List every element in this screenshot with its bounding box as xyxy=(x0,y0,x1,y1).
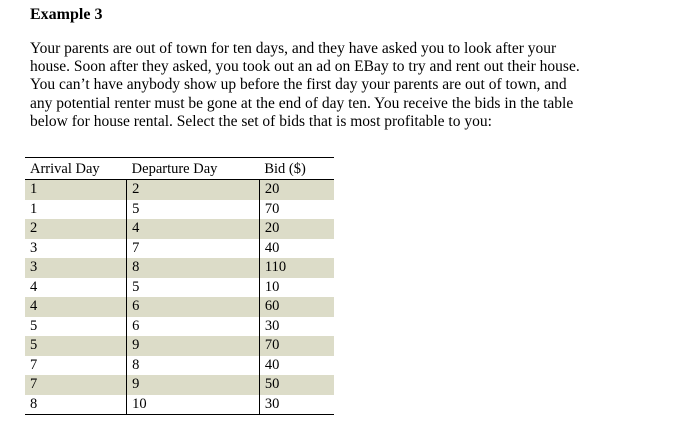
table-row xyxy=(25,356,334,376)
table-row xyxy=(25,200,334,220)
bid-cell: 50 xyxy=(259,375,334,395)
bid-cell: 110 xyxy=(259,258,334,278)
bid-cell: 30 xyxy=(264,317,280,334)
arrival-day-cell: 3 xyxy=(25,239,127,259)
table-row xyxy=(25,336,334,356)
bid-cell: 20 xyxy=(259,219,334,239)
arrival-day-cell: 7 xyxy=(25,375,127,395)
departure-day-cell: 10 xyxy=(127,395,260,415)
departure-day-cell: 8 xyxy=(127,258,260,278)
departure-day-cell: 6 xyxy=(127,297,260,317)
bid-cell: 20 xyxy=(259,180,334,200)
departure-day-cell: 6 xyxy=(127,317,260,337)
arrival-day-cell: 1 xyxy=(25,180,127,200)
departure-day-cell: 8 xyxy=(127,356,260,376)
departure-day-cell: 5 xyxy=(127,278,260,298)
arrival-day-cell: 5 xyxy=(25,336,127,356)
bid-cell: 70 xyxy=(264,200,280,217)
arrival-day-cell: 1 xyxy=(25,200,127,220)
table-row xyxy=(25,297,334,317)
arrival-day-cell: 5 xyxy=(25,317,127,337)
departure-day-cell: 7 xyxy=(127,239,260,259)
table-row xyxy=(25,180,334,200)
arrival-day-cell: 2 xyxy=(25,219,127,239)
bid-cell: 40 xyxy=(264,239,280,256)
departure-day-cell: 2 xyxy=(127,180,260,200)
bid-cell: 60 xyxy=(259,297,334,317)
table-row xyxy=(25,239,334,259)
bid-cell: 40 xyxy=(264,356,280,373)
bid-cell: 70 xyxy=(259,336,334,356)
header-departure-day: Departure Day xyxy=(127,158,260,180)
problem-paragraph xyxy=(30,40,670,131)
paragraph-line: Your parents are out of town for ten days, and they have asked you to look after your xyxy=(30,40,557,57)
paragraph-line: below for house rental. Select the set of bids that is most profitable to you: xyxy=(30,112,492,130)
bid-cell: 30 xyxy=(259,395,334,415)
table-row xyxy=(25,395,334,415)
example-heading: Example 3 xyxy=(30,6,103,23)
header-bid: Bid ($) xyxy=(259,158,334,180)
table-header-row xyxy=(25,158,334,180)
arrival-day-cell: 4 xyxy=(25,278,127,298)
departure-day-cell: 9 xyxy=(127,336,260,356)
table-row xyxy=(25,219,334,239)
arrival-day-cell: 4 xyxy=(25,297,127,317)
table-row xyxy=(25,375,334,395)
arrival-day-cell: 7 xyxy=(25,356,127,376)
arrival-day-cell: 3 xyxy=(25,258,127,278)
departure-day-cell: 9 xyxy=(127,375,260,395)
table-row xyxy=(25,258,334,278)
paragraph-line: any potential renter must be gone at the end of day ten. You receive the bids in the table xyxy=(30,94,574,112)
paragraph-line: You can’t have anybody show up before the first day your parents are out of town, and xyxy=(30,76,567,94)
departure-day-cell: 4 xyxy=(127,219,260,239)
header-arrival-day: Arrival Day xyxy=(25,158,127,180)
departure-day-cell: 5 xyxy=(127,200,260,220)
table-row xyxy=(25,317,334,337)
bids-table xyxy=(25,157,334,415)
arrival-day-cell: 8 xyxy=(25,395,127,415)
paragraph-line: house. Soon after they asked, you took out an ad on EBay to try and rent out their house. xyxy=(30,58,580,76)
bid-cell: 10 xyxy=(264,278,280,295)
table-row xyxy=(25,278,334,298)
